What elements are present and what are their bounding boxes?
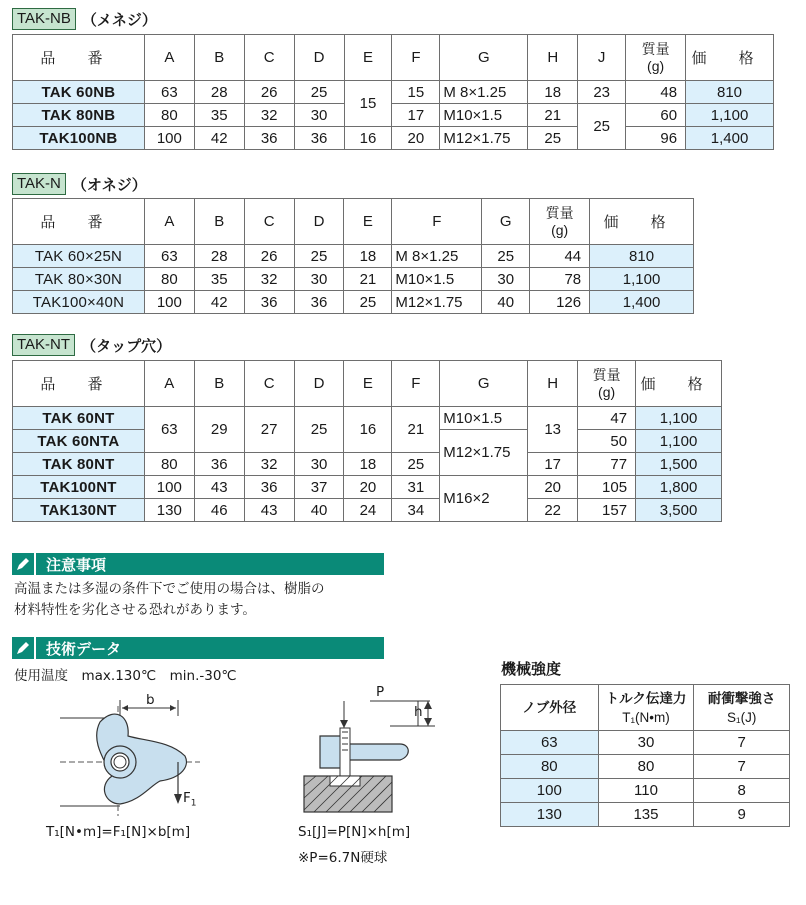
table-header-row bbox=[13, 35, 774, 81]
pencil-icon bbox=[12, 553, 36, 575]
cell-c: 32 bbox=[244, 453, 294, 476]
cell-f: 20 bbox=[392, 127, 440, 150]
header-price: 価 格 bbox=[686, 35, 774, 81]
cell-d: 30 bbox=[294, 453, 344, 476]
cell-g: M16×2 bbox=[440, 476, 528, 522]
cell-a: 80 bbox=[144, 268, 194, 291]
spec-table-nt bbox=[12, 360, 722, 522]
label-p: P bbox=[376, 684, 385, 700]
header-d: D bbox=[294, 35, 344, 81]
cell-e: 24 bbox=[344, 499, 392, 522]
formula-note: ※P=6.7N硬球 bbox=[298, 850, 388, 866]
cell-g: 25 bbox=[482, 245, 530, 268]
cell-mass: 78 bbox=[530, 268, 590, 291]
cell-mass: 96 bbox=[626, 127, 686, 150]
header-part-number: 品 番 bbox=[13, 361, 145, 407]
label-h: h bbox=[414, 704, 423, 720]
pencil-icon bbox=[12, 637, 36, 659]
header-price: 価 格 bbox=[590, 199, 694, 245]
strength-title: 機械強度 bbox=[501, 660, 562, 678]
part-number: TAK 80NT bbox=[13, 453, 145, 476]
cell-e: 18 bbox=[344, 245, 392, 268]
caution-bar bbox=[12, 553, 384, 575]
cell-outer-diameter: 130 bbox=[501, 803, 599, 827]
header-d: D bbox=[294, 199, 344, 245]
cell-c: 27 bbox=[244, 407, 294, 453]
table-row bbox=[13, 268, 694, 291]
table-row bbox=[501, 779, 790, 803]
table-header-row bbox=[13, 199, 694, 245]
cell-d: 25 bbox=[294, 81, 344, 104]
header-j: J bbox=[578, 35, 626, 81]
table-row bbox=[13, 245, 694, 268]
cell-b: 35 bbox=[194, 268, 244, 291]
section-tag-nb: TAK-NB bbox=[12, 8, 76, 30]
cell-outer-diameter: 80 bbox=[501, 755, 599, 779]
header-b: B bbox=[194, 361, 244, 407]
cell-f: 17 bbox=[392, 104, 440, 127]
header-part-number: 品 番 bbox=[13, 35, 145, 81]
header-part-number: 品 番 bbox=[13, 199, 145, 245]
cell-b: 46 bbox=[194, 499, 244, 522]
table-row bbox=[13, 407, 722, 430]
section-title-nt bbox=[12, 333, 171, 357]
cell-f: 15 bbox=[392, 81, 440, 104]
cell-e: 20 bbox=[344, 476, 392, 499]
caution-line: 材料特性を劣化させる恐れがあります。 bbox=[14, 602, 256, 618]
cell-outer-diameter: 63 bbox=[501, 731, 599, 755]
cell-g: 40 bbox=[482, 291, 530, 314]
cell-torque: 30 bbox=[598, 731, 694, 755]
section-tag-n: TAK-N bbox=[12, 173, 66, 195]
cell-g: M12×1.75 bbox=[440, 127, 528, 150]
cell-g: M10×1.5 bbox=[440, 407, 528, 430]
cell-impact: 9 bbox=[694, 803, 790, 827]
header-g: G bbox=[440, 35, 528, 81]
header-mass: 質量 (g) bbox=[530, 199, 590, 245]
tech-bar bbox=[12, 637, 384, 659]
cell-price: 810 bbox=[686, 81, 774, 104]
cell-f: 31 bbox=[392, 476, 440, 499]
header-e: E bbox=[344, 199, 392, 245]
header-b: B bbox=[194, 199, 244, 245]
header-b: B bbox=[194, 35, 244, 81]
cell-mass: 47 bbox=[578, 407, 636, 430]
cell-j: 25 bbox=[578, 104, 626, 150]
cell-price: 1,100 bbox=[636, 407, 722, 430]
cell-a: 100 bbox=[144, 476, 194, 499]
cell-a: 100 bbox=[144, 127, 194, 150]
header-g: G bbox=[440, 361, 528, 407]
cell-j: 23 bbox=[578, 81, 626, 104]
part-number: TAK 80×30N bbox=[13, 268, 145, 291]
cell-price: 3,500 bbox=[636, 499, 722, 522]
cell-b: 43 bbox=[194, 476, 244, 499]
header-a: A bbox=[144, 199, 194, 245]
cell-impact: 8 bbox=[694, 779, 790, 803]
cell-g: M10×1.5 bbox=[440, 104, 528, 127]
label-b: b bbox=[146, 692, 155, 708]
cell-a: 80 bbox=[144, 104, 194, 127]
header-e: E bbox=[344, 35, 392, 81]
cell-g: 30 bbox=[482, 268, 530, 291]
header-a: A bbox=[144, 361, 194, 407]
cell-d: 30 bbox=[294, 104, 344, 127]
cell-price: 1,100 bbox=[686, 104, 774, 127]
part-number: TAK130NT bbox=[13, 499, 145, 522]
spec-table-nb bbox=[12, 34, 774, 150]
header-a: A bbox=[144, 35, 194, 81]
cell-torque: 110 bbox=[598, 779, 694, 803]
cell-outer-diameter: 100 bbox=[501, 779, 599, 803]
cell-c: 26 bbox=[244, 245, 294, 268]
temperature-range: 使用温度 max.130℃ min.-30℃ bbox=[14, 668, 237, 684]
table-row bbox=[13, 453, 722, 476]
cell-d: 25 bbox=[294, 407, 344, 453]
cell-torque: 135 bbox=[598, 803, 694, 827]
cell-f: M10×1.5 bbox=[392, 268, 482, 291]
header-c: C bbox=[244, 35, 294, 81]
cell-b: 28 bbox=[194, 81, 244, 104]
cell-g: M 8×1.25 bbox=[440, 81, 528, 104]
header-outer-diameter: ノブ外径 bbox=[501, 685, 599, 731]
part-number: TAK100×40N bbox=[13, 291, 145, 314]
cell-f: 21 bbox=[392, 407, 440, 453]
cell-c: 36 bbox=[244, 476, 294, 499]
cell-mass: 77 bbox=[578, 453, 636, 476]
header-torque: トルク伝達力 T₁(N•m) bbox=[598, 685, 694, 731]
header-f: F bbox=[392, 199, 482, 245]
cell-mass: 105 bbox=[578, 476, 636, 499]
cell-a: 130 bbox=[144, 499, 194, 522]
header-mass: 質量 (g) bbox=[578, 361, 636, 407]
table-row bbox=[501, 755, 790, 779]
cell-e: 21 bbox=[344, 268, 392, 291]
cell-a: 100 bbox=[144, 291, 194, 314]
formula-impact: S₁[J]=P[N]×h[m] bbox=[298, 824, 411, 840]
cell-price: 1,400 bbox=[590, 291, 694, 314]
header-f: F bbox=[392, 35, 440, 81]
header-h: H bbox=[528, 361, 578, 407]
section-tag-nt: TAK-NT bbox=[12, 334, 75, 356]
table-header-row bbox=[13, 361, 722, 407]
label-f1: $F_1$ bbox=[183, 790, 197, 809]
cell-mass: 60 bbox=[626, 104, 686, 127]
cell-a: 80 bbox=[144, 453, 194, 476]
header-price: 価 格 bbox=[636, 361, 722, 407]
table-row bbox=[13, 127, 774, 150]
part-number: TAK 60NTA bbox=[13, 430, 145, 453]
cell-c: 32 bbox=[244, 104, 294, 127]
cell-f: M 8×1.25 bbox=[392, 245, 482, 268]
table-row bbox=[13, 104, 774, 127]
cell-e: 18 bbox=[344, 453, 392, 476]
cell-b: 35 bbox=[194, 104, 244, 127]
cell-price: 810 bbox=[590, 245, 694, 268]
cell-a: 63 bbox=[144, 407, 194, 453]
cell-c: 36 bbox=[244, 127, 294, 150]
part-number: TAK 80NB bbox=[13, 104, 145, 127]
table-header-row bbox=[501, 685, 790, 731]
spec-table-n bbox=[12, 198, 694, 314]
cell-f: 25 bbox=[392, 453, 440, 476]
part-number: TAK 60NT bbox=[13, 407, 145, 430]
cell-e: 15 bbox=[344, 81, 392, 127]
part-number: TAK100NB bbox=[13, 127, 145, 150]
cell-mass: 157 bbox=[578, 499, 636, 522]
header-c: C bbox=[244, 361, 294, 407]
cell-mass: 50 bbox=[578, 430, 636, 453]
cell-b: 29 bbox=[194, 407, 244, 453]
cell-c: 32 bbox=[244, 268, 294, 291]
cell-h: 18 bbox=[528, 81, 578, 104]
header-f: F bbox=[392, 361, 440, 407]
cell-h: 25 bbox=[528, 127, 578, 150]
section-title-n bbox=[12, 172, 147, 196]
cell-price: 1,100 bbox=[636, 430, 722, 453]
section-subtitle-nt: （タップ穴） bbox=[81, 336, 172, 355]
part-number: TAK100NT bbox=[13, 476, 145, 499]
header-impact: 耐衝撃強さ S₁(J) bbox=[694, 685, 790, 731]
cell-c: 43 bbox=[244, 499, 294, 522]
cell-h: 13 bbox=[528, 407, 578, 453]
cell-h: 21 bbox=[528, 104, 578, 127]
table-row bbox=[13, 291, 694, 314]
cell-h: 20 bbox=[528, 476, 578, 499]
cell-d: 40 bbox=[294, 499, 344, 522]
caution-text bbox=[14, 579, 325, 621]
cell-h: 22 bbox=[528, 499, 578, 522]
header-g: G bbox=[482, 199, 530, 245]
part-number: TAK 60NB bbox=[13, 81, 145, 104]
cell-h: 17 bbox=[528, 453, 578, 476]
cell-e: 25 bbox=[344, 291, 392, 314]
cell-mass: 126 bbox=[530, 291, 590, 314]
table-row bbox=[13, 81, 774, 104]
cell-e: 16 bbox=[344, 407, 392, 453]
cell-price: 1,100 bbox=[590, 268, 694, 291]
cell-impact: 7 bbox=[694, 731, 790, 755]
cell-price: 1,400 bbox=[686, 127, 774, 150]
formula-torque: T₁[N•m]=F₁[N]×b[m] bbox=[46, 824, 191, 840]
caution-line: 高温または多湿の条件下でご使用の場合は、樹脂の bbox=[14, 581, 325, 597]
cell-mass: 44 bbox=[530, 245, 590, 268]
header-e: E bbox=[344, 361, 392, 407]
section-subtitle-n: （オネジ） bbox=[71, 175, 147, 194]
header-h: H bbox=[528, 35, 578, 81]
cell-impact: 7 bbox=[694, 755, 790, 779]
cell-b: 42 bbox=[194, 291, 244, 314]
cell-b: 42 bbox=[194, 127, 244, 150]
cell-torque: 80 bbox=[598, 755, 694, 779]
impact-diagram bbox=[300, 686, 450, 816]
header-mass: 質量 (g) bbox=[626, 35, 686, 81]
section-title-nb bbox=[12, 7, 157, 31]
cell-f: 34 bbox=[392, 499, 440, 522]
caution-title: 注意事項 bbox=[46, 555, 107, 574]
cell-c: 26 bbox=[244, 81, 294, 104]
cell-d: 36 bbox=[294, 291, 344, 314]
cell-d: 30 bbox=[294, 268, 344, 291]
cell-a: 63 bbox=[144, 81, 194, 104]
cell-price: 1,800 bbox=[636, 476, 722, 499]
header-d: D bbox=[294, 361, 344, 407]
cell-a: 63 bbox=[144, 245, 194, 268]
cell-price: 1,500 bbox=[636, 453, 722, 476]
table-row bbox=[13, 499, 722, 522]
cell-b: 36 bbox=[194, 453, 244, 476]
cell-e: 16 bbox=[344, 127, 392, 150]
strength-table bbox=[500, 684, 790, 827]
table-row bbox=[501, 803, 790, 827]
cell-d: 25 bbox=[294, 245, 344, 268]
section-subtitle-nb: （メネジ） bbox=[81, 10, 157, 29]
cell-mass: 48 bbox=[626, 81, 686, 104]
cell-g: M12×1.75 bbox=[440, 430, 528, 476]
part-number: TAK 60×25N bbox=[13, 245, 145, 268]
tech-title: 技術データ bbox=[46, 639, 122, 658]
header-c: C bbox=[244, 199, 294, 245]
table-row bbox=[501, 731, 790, 755]
cell-f: M12×1.75 bbox=[392, 291, 482, 314]
cell-d: 37 bbox=[294, 476, 344, 499]
table-row bbox=[13, 476, 722, 499]
cell-b: 28 bbox=[194, 245, 244, 268]
cell-d: 36 bbox=[294, 127, 344, 150]
cell-c: 36 bbox=[244, 291, 294, 314]
